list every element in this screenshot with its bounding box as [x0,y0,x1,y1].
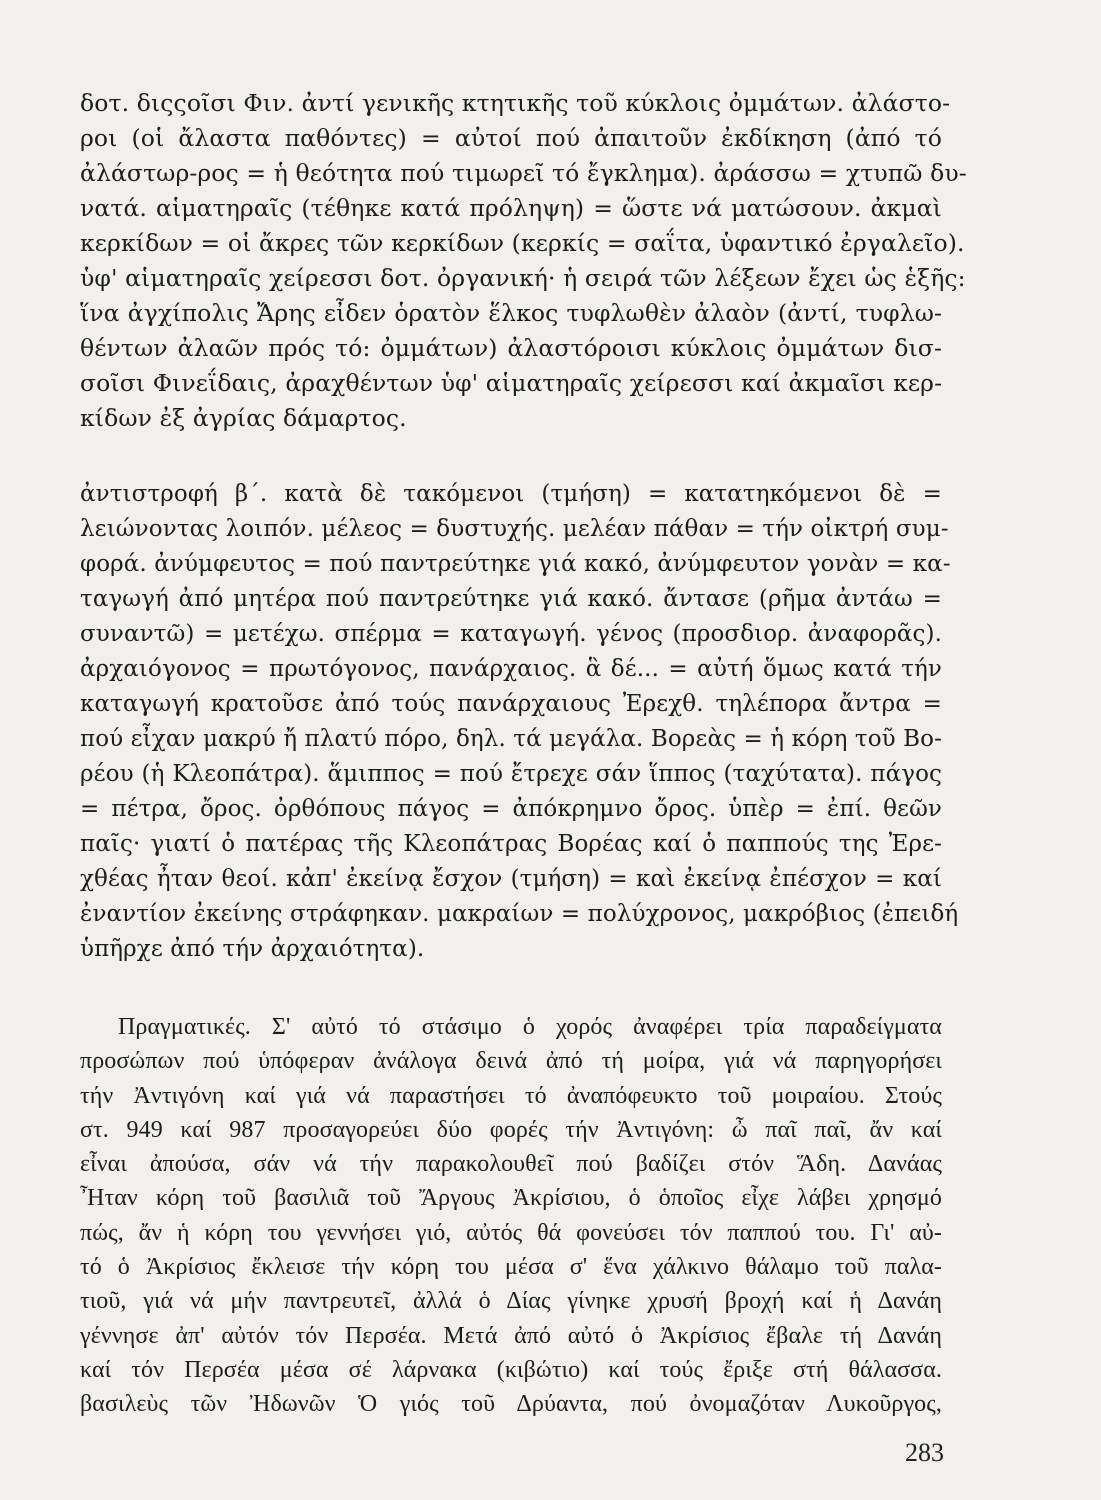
text-line: τιοῦ, γιά νά μήν παντρευτεῖ, ἀλλά ὁ Δίας γίνηκε χρυσή βροχή καί ἡ Δανάη [80,1288,942,1315]
text-line: πού εἶχαν μακρύ ἤ πλατύ πόρο, δηλ. τά μεγάλα. Βορεὰς = ἡ κόρη τοῦ Βο- [80,726,942,752]
text-line: γέννησε ἀπ' αὐτόν τόν Περσέα. Μετά ἀπό αὐτό ὁ Ἀκρίσιος ἔβαλε τή Δανάη [80,1322,942,1349]
text-line: βασιλεὺς τῶν Ἠδωνῶν Ὁ γιός τοῦ Δρύαντα, πού ὀνομαζόταν Λυκοῦργος, [80,1391,942,1418]
text-line: ἀλάστωρ-ρος = ἡ θεότητα πού τιμωρεῖ τό ἔγκλημα). ἀράσσω = χτυπῶ δυ- [80,159,967,187]
text-line: ἵνα ἀγχίπολις Ἄρης εἶδεν ὁρατὸν ἕλκος τυφλωθὲν ἀλαὸν (ἀντί, τυφλω- [80,299,942,327]
commentary-paragraph-glossary-1 [80,86,967,436]
text-line: = πέτρα, ὄρος. ὀρθόπους πάγος = ἀπόκρημνο ὄρος. ὑπὲρ = ἐπί. θεῶν [80,796,942,822]
text-line: ὑπῆρχε ἀπό τήν ἀρχαιότητα). [80,936,425,962]
text-line: καί τόν Περσέα μέσα σέ λάρνακα (κιβώτιο) καί τούς ἔριξε στή θάλασσα. [80,1356,942,1383]
text-line: τό ὁ Ἀκρίσιος ἔκλεισε τήν κόρη του μέσα σ' ἕνα χάλκινο θάλαμο τοῦ παλα- [80,1254,942,1281]
text-line: Πραγματικές. Σ' αὐτό τό στάσιμο ὁ χορός ἀναφέρει τρία παραδείγματα [118,1014,942,1040]
text-line: ταγωγή ἀπό μητέρα πού παντρεύτηκε γιά κακό. ἄντασε (ρῆμα ἀντάω = [80,586,942,612]
text-line: νατά. αἱματηραῖς (τέθηκε κατά πρόληψη) = ὥστε νά ματώσουν. ἀκμαὶ [80,194,942,222]
text-line: ἀντιστροφή β΄. κατὰ δὲ τακόμενοι (τμήση) = κατατηκόμενοι δὲ = [80,481,942,507]
text-line: στ. 949 καί 987 προσαγορεύει δύο φορές τήν Ἀντιγόνη: ὦ παῖ παῖ, ἄν καί [80,1116,942,1143]
text-line: φορά. ἀνύμφευτος = πού παντρεύτηκε γιά κακό, ἀνύμφευτον γονὰν = κα- [80,551,951,577]
text-line: καταγωγή κρατοῦσε ἀπό τούς πανάρχαιους Ἐρεχθ. τηλέπορα ἄντρα = [80,691,942,717]
text-line: προσώπων πού ὑπόφεραν ἀνάλογα δεινά ἀπό τή μοίρα, γιά νά παρηγορήσει [80,1048,942,1075]
text-line: τήν Ἀντιγόνη καί γιά νά παραστήσει τό ἀναπόφευκτο τοῦ μοιραίου. Στούς [80,1082,942,1109]
commentary-paragraph-pragmatikes [80,1010,942,1422]
text-line: Ἦταν κόρη τοῦ βασιλιᾶ τοῦ Ἄργους Ἀκρίσιου, ὁ ὁποῖος εἶχε λάβει χρησμό [80,1185,942,1212]
text-line: χθέας ἦταν θεοί. κἀπ' ἐκείνᾳ ἔσχον (τμήση) = καὶ ἐκείνᾳ ἐπέσχον = καί [80,866,942,892]
text-line: σοῖσι Φινεΐδαις, ἀραχθέντων ὑφ' αἱματηραῖς χείρεσσι καί ἀκμαῖσι κερ- [80,369,943,397]
text-line: δοτ. διςςοῖσι Φιν. ἀντί γενικῆς κτητικῆς τοῦ κύκλοις ὀμμάτων. ἀλάστο- [80,89,951,117]
commentary-paragraph-antistrophe [80,477,959,967]
text-line: κερκίδων = οἱ ἄκρες τῶν κερκίδων (κερκίς = σαΐτα, ὑφαντικό ἐργαλεῖο). [80,229,965,257]
page-number: 283 [905,1438,944,1467]
text-line: λειώνοντας λοιπόν. μέλεος = δυστυχής. μελέαν πάθαν = τήν οἰκτρή συμ- [80,516,949,542]
text-line: εἶναι ἀπούσα, σάν νά τήν παρακολουθεῖ πού βαδίζει στόν Ἅδη. Δανάας [80,1151,942,1178]
text-line: ἀρχαιόγονος = πρωτόγονος, πανάρχαιος. ἃ δέ... = αὐτή ὅμως κατά τήν [80,656,942,682]
text-line: ἐναντίον ἐκείνης στράφηκαν. μακραίων = πολύχρονος, μακρόβιος (ἐπειδή [80,901,959,927]
text-line: παῖς· γιατί ὁ πατέρας τῆς Κλεοπάτρας Βορέας καί ὁ παππούς της Ἐρε- [80,831,942,857]
text-line: ὑφ' αἱματηραῖς χείρεσσι δοτ. ὀργανική· ἡ σειρά τῶν λέξεων ἔχει ὡς ἑξῆς: [80,264,966,292]
text-line: πώς, ἄν ἡ κόρη του γεννήσει γιό, αὐτός θά φονεύσει τόν παππού του. Γι' αὐ- [80,1219,942,1246]
text-line: θέντων ἀλαῶν πρός τό: ὀμμάτων) ἀλαστόροισι κύκλοις ὀμμάτων δισ- [80,334,942,362]
text-line: κίδων ἐξ ἀγρίας δάμαρτος. [80,404,407,432]
text-line: ρέου (ἡ Κλεοπάτρα). ἅμιππος = πού ἔτρεχε σάν ἵππος (ταχύτατα). πάγος [80,761,942,787]
text-line: ροι (οἱ ἄλαστα παθόντες) = αὐτοί πού ἀπαιτοῦν ἐκδίκηση (ἀπό τό [80,124,942,152]
text-line: συναντῶ) = μετέχω. σπέρμα = καταγωγή. γένος (προσδιορ. ἀναφορᾶς). [80,621,942,647]
